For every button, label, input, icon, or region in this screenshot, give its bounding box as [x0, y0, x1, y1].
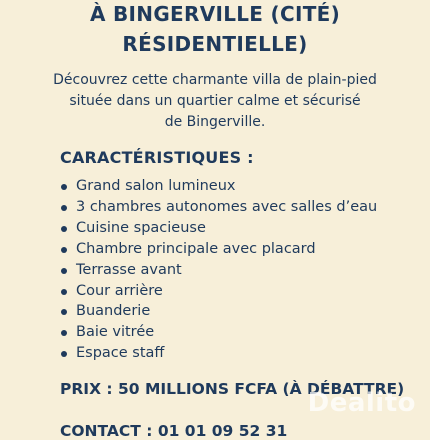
list-item-label: 3 chambres autonomes avec salles d’eau [76, 198, 378, 215]
list-item [60, 218, 377, 239]
bullet-icon [61, 268, 67, 274]
list-item-label: Terrasse avant [76, 261, 182, 278]
bullet-icon [61, 330, 67, 336]
bullet-icon [61, 226, 67, 232]
list-item-label: Baie vitrée [76, 324, 155, 341]
list-item [60, 176, 377, 197]
list-item [60, 322, 377, 343]
price-text: PRIX : 50 MILLIONS FCFA (À DÉBATTRE) [60, 380, 405, 398]
list-item-label: Grand salon lumineux [76, 178, 236, 194]
features-heading: CARACTÉRISTIQUES : [60, 148, 254, 167]
bullet-icon [61, 289, 67, 295]
bullet-icon [61, 351, 67, 357]
title-line-2: RÉSIDENTIELLE) [122, 32, 308, 56]
title-line-1: À BINGERVILLE (CITÉ) [89, 2, 341, 26]
bullet-icon [61, 247, 67, 253]
bullet-icon [61, 309, 67, 315]
list-item [60, 239, 377, 260]
bullet-icon [61, 184, 67, 190]
list-item-label: Cour arrière [76, 282, 163, 299]
contact-text: CONTACT : 01 01 09 52 31 [60, 422, 288, 440]
list-item-label: Espace staff [76, 345, 165, 362]
intro-line-1: Découvrez cette charmante villa de plain-pied [53, 72, 377, 88]
list-item-label: Cuisine spacieuse [76, 219, 206, 236]
watermark-logo: Dealito [307, 388, 416, 418]
list-item-label: Buanderie [76, 303, 151, 320]
bullet-icon [61, 205, 67, 211]
list-item [60, 197, 377, 218]
features-list [60, 176, 377, 364]
intro-line-2: située dans un quartier calme et sécurisé [69, 93, 361, 109]
list-item [60, 343, 377, 364]
intro-paragraph [30, 70, 400, 133]
list-item [60, 260, 377, 281]
list-item [60, 301, 377, 322]
list-item-label: Chambre principale avec placard [76, 240, 316, 257]
intro-line-3: de Bingerville. [164, 114, 266, 130]
list-item [60, 281, 377, 302]
